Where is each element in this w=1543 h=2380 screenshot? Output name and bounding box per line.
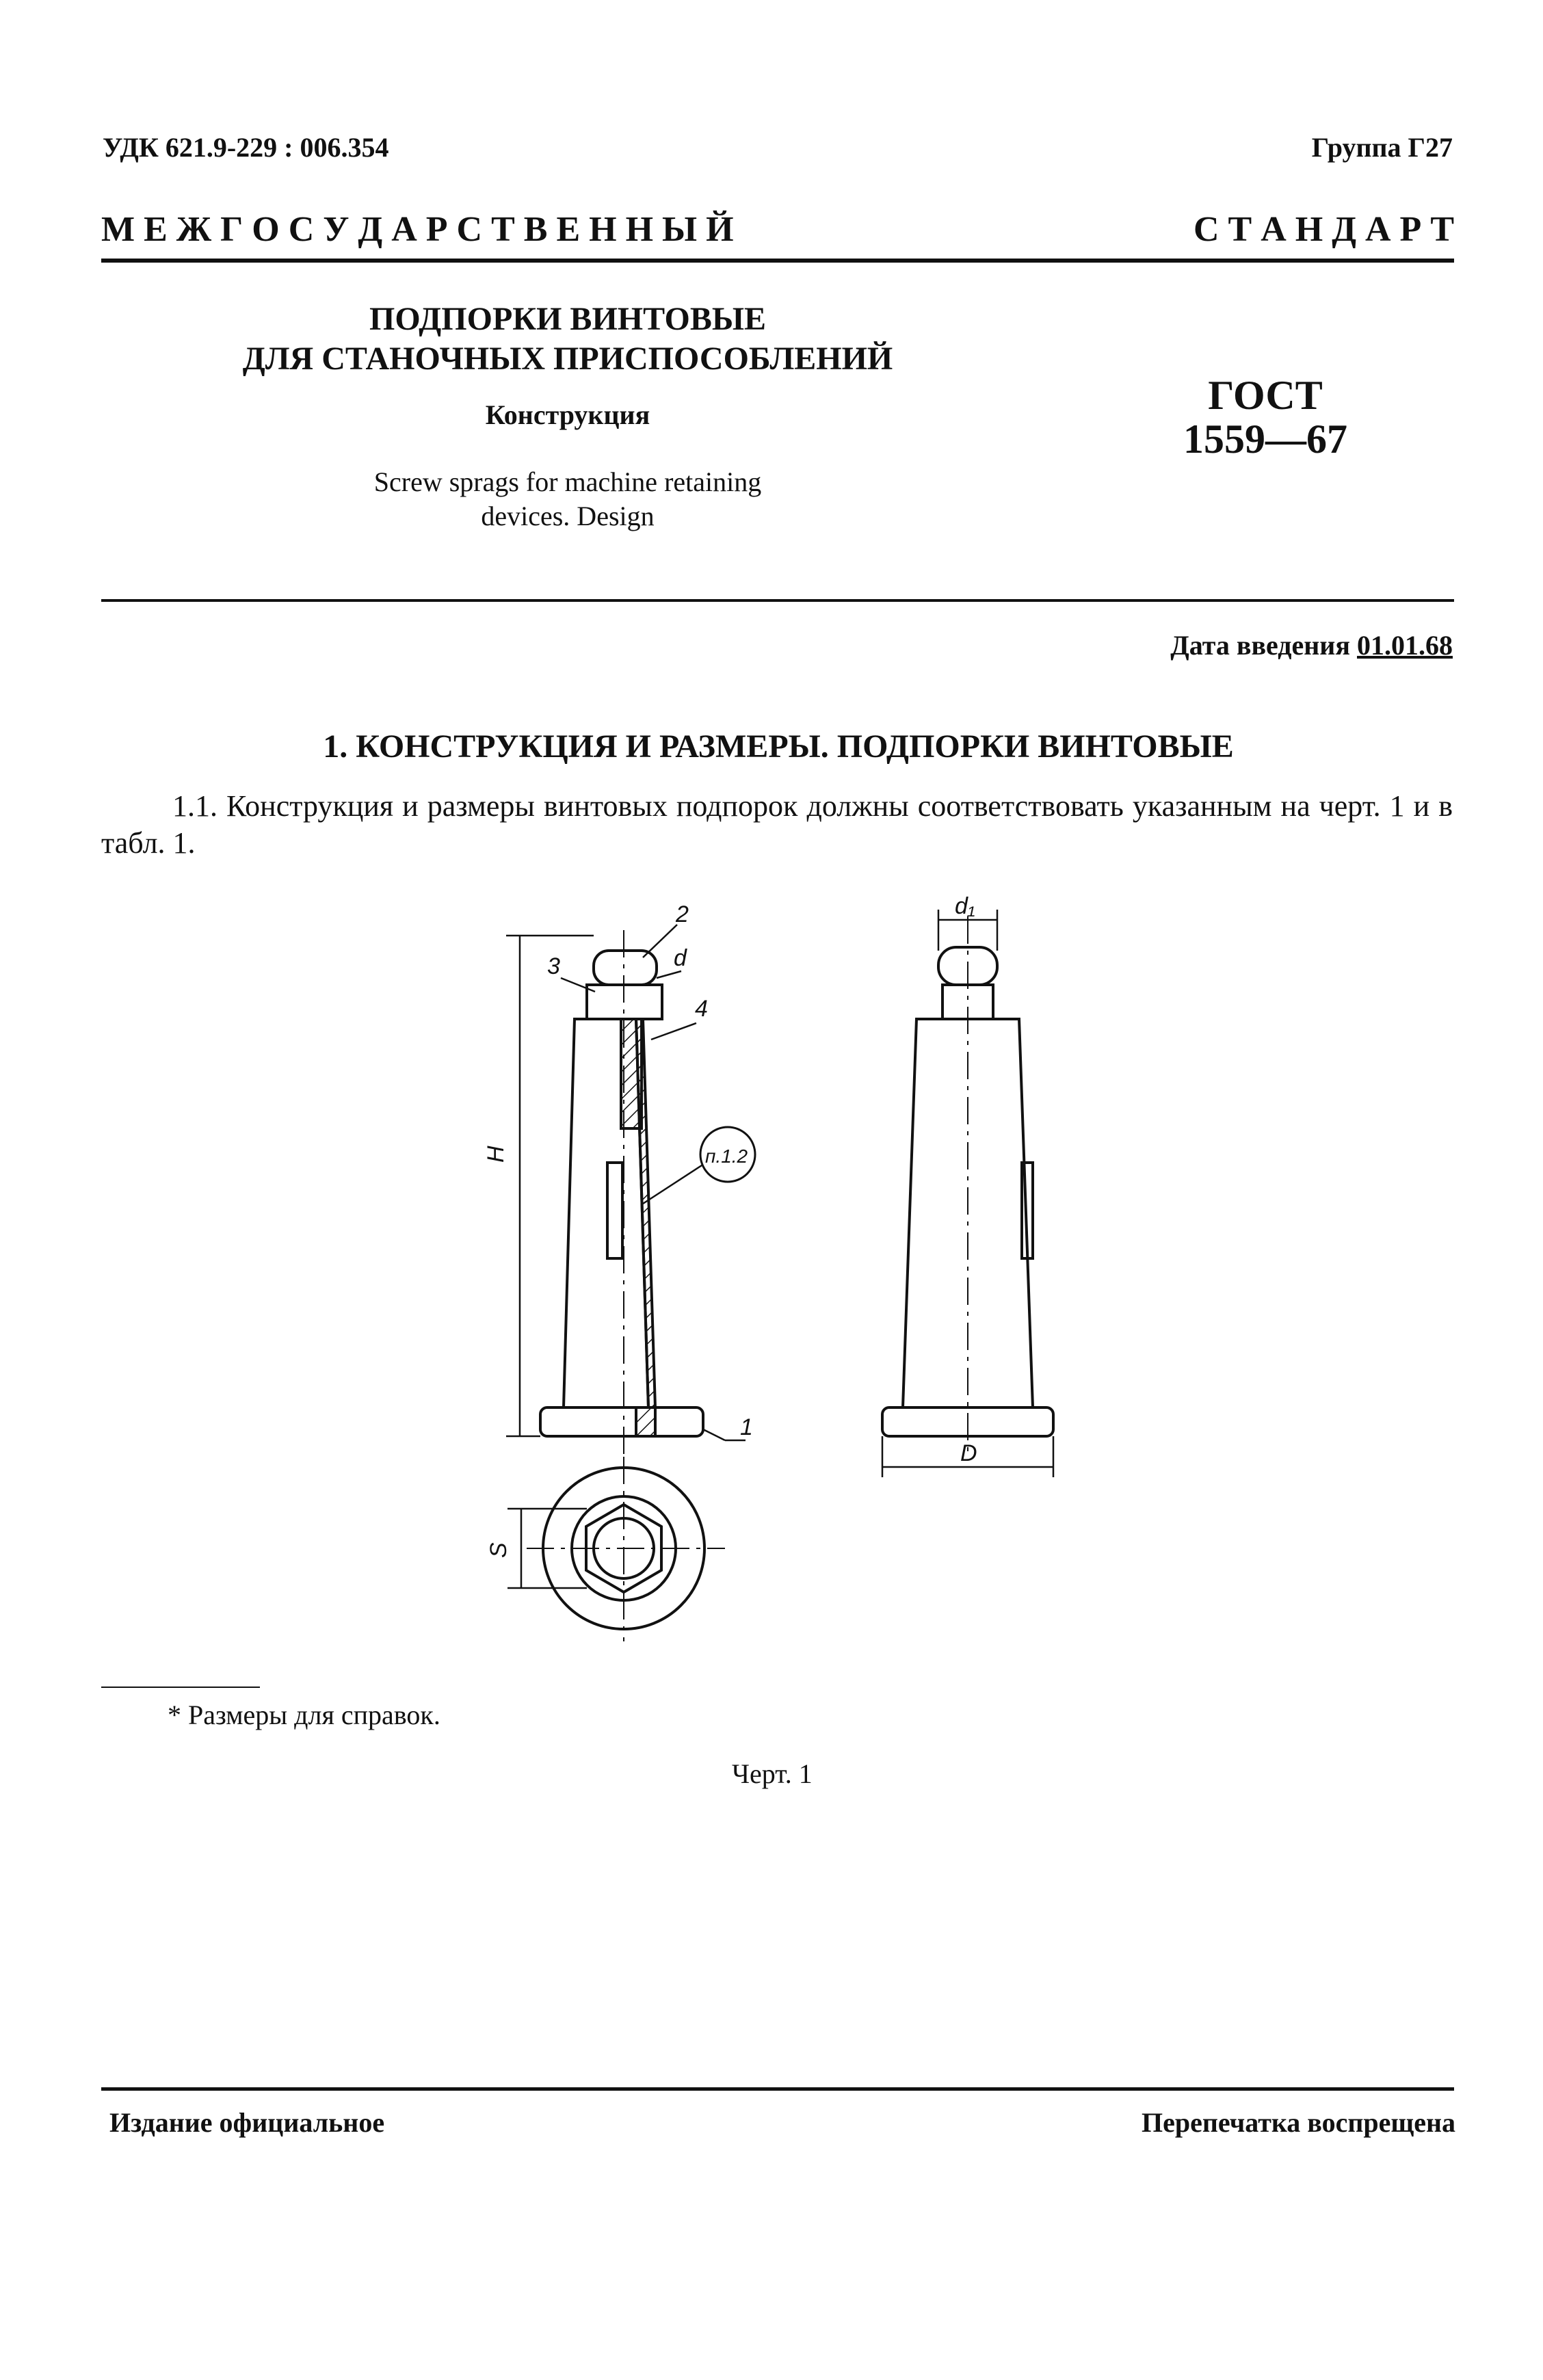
figure-caption: Черт. 1 — [732, 1758, 813, 1789]
label-d1: d₁ — [955, 893, 975, 919]
gost-label: ГОСТ — [1208, 373, 1323, 418]
banner-word-interstate: М Е Ж Г О С У Д А Р С Т В Е Н Н Ы Й — [101, 210, 734, 249]
label-ref: п.1.2 — [705, 1146, 748, 1167]
english-title-line-1: Screw sprags for machine retaining — [373, 466, 762, 497]
gost-number: 1559—67 — [1183, 416, 1347, 462]
label-part-4: 4 — [695, 996, 708, 1022]
leader-d — [657, 971, 681, 978]
label-D: D — [960, 1440, 977, 1466]
effective-date-value: 01.01.68 — [1357, 630, 1453, 661]
label-S: S — [486, 1542, 512, 1558]
label-H: H — [483, 1146, 509, 1163]
gost-designation — [1156, 373, 1375, 461]
title-rule — [101, 599, 1454, 602]
leader-ref — [643, 1165, 702, 1204]
footer-rule — [101, 2087, 1454, 2091]
banner-word-standard: С Т А Н Д А Р Т — [1193, 210, 1454, 249]
reprint-note: Перепечатка воспрещена — [1142, 2107, 1455, 2138]
technical-drawing — [0, 889, 1543, 1655]
left-view-side-lug — [607, 1163, 622, 1258]
footnote-rule — [101, 1687, 260, 1688]
banner-rule — [101, 259, 1454, 263]
document-subtitle: Конструкция — [485, 399, 650, 430]
section-paragraph: 1.1. Конструкция и размеры винтовых подпорок должны соответствовать указанным на черт. 1 и в табл. 1. — [101, 789, 1453, 860]
english-title-line-2: devices. Design — [481, 501, 655, 531]
label-d: d — [674, 945, 687, 971]
group-code: Группа Г27 — [1311, 132, 1453, 163]
footnote: * Размеры для справок. — [168, 1700, 440, 1730]
label-part-2: 2 — [676, 901, 689, 927]
label-part-3: 3 — [547, 953, 560, 979]
effective-date-label: Дата введения — [1170, 630, 1350, 661]
document-title — [226, 300, 910, 379]
english-title — [226, 465, 910, 533]
title-line-1: ПОДПОРКИ ВИНТОВЫЕ — [369, 301, 766, 337]
left-view-base — [540, 1407, 703, 1436]
section-heading: 1. КОНСТРУКЦИЯ И РАЗМЕРЫ. ПОДПОРКИ ВИНТОВЫЕ — [323, 728, 1234, 765]
leader-2 — [643, 925, 677, 957]
title-line-2: ДЛЯ СТАНОЧНЫХ ПРИСПОСОБЛЕНИЙ — [242, 341, 893, 377]
udk-code: УДК 621.9-229 : 006.354 — [103, 132, 389, 163]
leader-4 — [651, 1023, 696, 1040]
edition-note: Издание официальное — [109, 2107, 385, 2138]
left-view-cap — [594, 951, 657, 985]
label-part-1: 1 — [740, 1414, 753, 1440]
effective-date — [1170, 629, 1453, 661]
standard-banner — [101, 209, 1454, 250]
leader-1 — [703, 1429, 725, 1440]
